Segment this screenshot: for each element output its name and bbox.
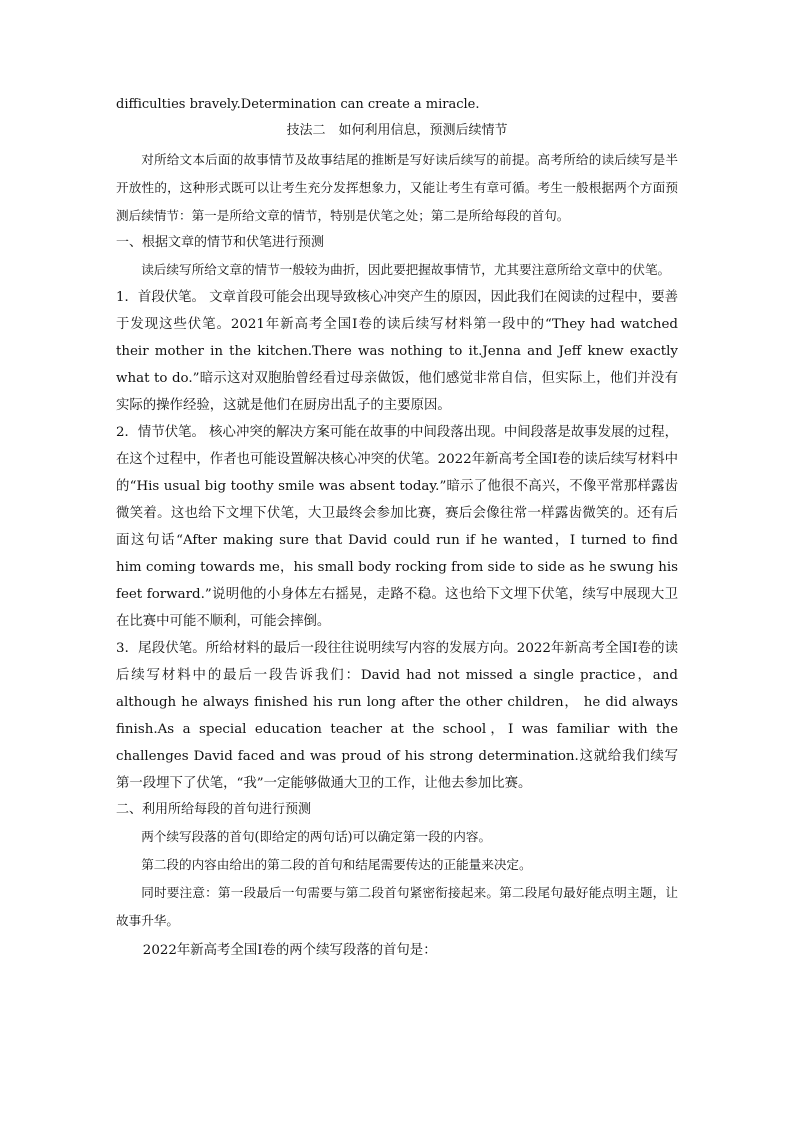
heading-2-line-1: 两个续写段落的首句(即给定的两句话)可以确定第一段的内容。 (141, 829, 492, 844)
heading-1-description: 读后续写所给文章的情节一般较为曲折，因此要把握故事情节，尤其要注意所给文章中的伏笔。 (141, 262, 671, 277)
document-page (116, 92, 678, 964)
section-title: 技法二 如何利用信息，预测后续情节 (286, 123, 508, 138)
intro-paragraph: 对所给文本后面的故事情节及故事结尾的推断是写好读后续写的前提。高考所给的读后续写是半开放性的，这种形式既可以让考生充分发挥想象力，又能让考生有章可循。考生一般根据两个方面预测后续情节：第一是所给文章的情节，特别是伏笔之处；第二是所给每段的首句。 (116, 152, 678, 223)
heading-2: 二、利用所给每段的首句进行预测 (116, 802, 312, 817)
heading-1: 一、根据文章的情节和伏笔进行预测 (116, 235, 325, 250)
item-3-paragraph: 3．尾段伏笔。所给材料的最后一段往往说明续写内容的发展方向。2022年新高考全国Ⅰ卷的读后续写材料中的最后一段告诉我们：David had not missed a single practice，and although he always finished his run long after the other children， he did always finish.As a special education teacher at the school，I was familiar with the challenges David faced and was proud of his strong determination.这就给我们续写第一段埋下了伏笔，“我”一定能够做通大卫的工作，让他去参加比赛。 (116, 641, 678, 791)
item-1-paragraph: 1．首段伏笔。 文章首段可能会出现导致核心冲突产生的原因，因此我们在阅读的过程中，要善于发现这些伏笔。2021年新高考全国Ⅰ卷的读后续写材料第一段中的“They had watched their mother in the kitchen.There was nothing to it.Jenna and Jeff knew exactly what to do.”暗示这对双胞胎曾经看过母亲做饭，他们感觉非常自信，但实际上，他们并没有实际的操作经验，这就是他们在厨房出乱子的主要原因。 (116, 290, 678, 413)
intro-tail-line: difficulties bravely.Determination can create a miracle. (116, 97, 480, 112)
final-line: 2022年新高考全国Ⅰ卷的两个续写段落的首句是： (142, 943, 437, 958)
item-2-paragraph: 2．情节伏笔。 核心冲突的解决方案可能在故事的中间段落出现。中间段落是故事发展的过程，在这个过程中，作者也可能设置解决核心冲突的伏笔。2022年新高考全国Ⅰ卷的读后续写材料中的“His usual big toothy smile was absent today.”暗示了他很不高兴，不像平常那样露齿微笑着。这也给下文埋下伏笔，大卫最终会参加比赛，赛后会像往常一样露齿微笑的。还有后面这句话“After making sure that David could run if he wanted，I turned to find him coming towards me，his small body rocking from side to side as he swung his feet forward.”说明他的小身体左右摇晃，走路不稳。这也给下文埋下伏笔，续写中展现大卫在比赛中可能不顺利，可能会摔倒。 (116, 425, 678, 629)
heading-2-line-2: 第二段的内容由给出的第二段的首句和结尾需要传达的正能量来决定。 (141, 857, 532, 872)
heading-2-line-3: 同时要注意：第一段最后一句需要与第二段首句紧密衔接起来。第二段尾句最好能点明主题，让故事升华。 (116, 885, 678, 928)
